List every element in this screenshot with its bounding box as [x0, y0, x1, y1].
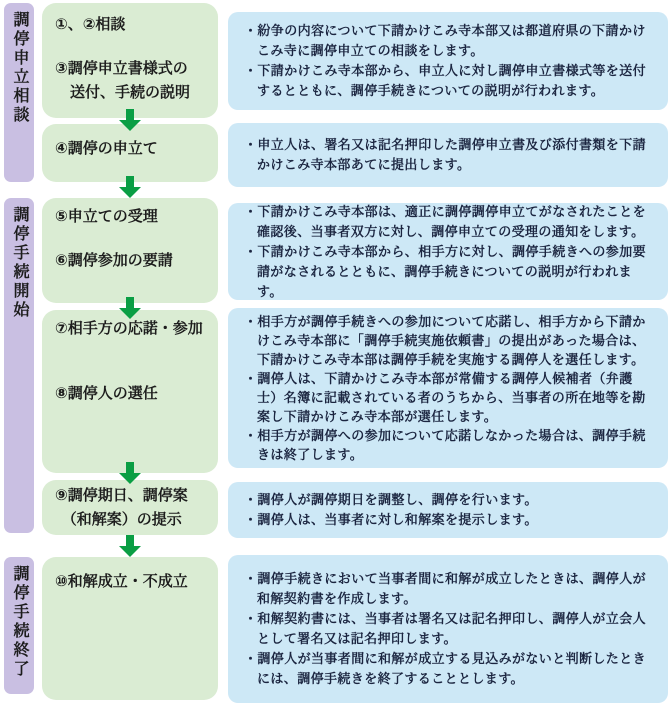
- detail-bullet: ・ 調停人は、下請かけこみ寺本部が常備する調停人候補者（弁護士）名簿に記載されている者のうちから、当事者の所在地等を勘案し下請かけこみ寺本部が選任します。: [244, 369, 652, 426]
- detail-box-consultation: [228, 12, 668, 110]
- step-line: 送付、手続の説明: [70, 84, 191, 101]
- detail-bullet: ・ 調停人が調停期日を調整し、調停を行います。: [244, 490, 652, 510]
- step-box-mediation-date-and-proposal: [42, 480, 218, 535]
- stage-label-text: 調停申立相談: [11, 11, 28, 125]
- step-line: （和解案）の提示: [61, 511, 182, 528]
- detail-bullet: ・ 相手方が調停への参加について応諾しなかった場合は、調停手続きは終了します。: [244, 426, 652, 464]
- down-arrow-icon: [119, 109, 141, 131]
- down-arrow-icon: [119, 535, 141, 557]
- down-arrow-icon: [119, 297, 141, 319]
- detail-box-mediation-date-and-proposal: [228, 482, 668, 538]
- step-line: ④調停の申立て: [55, 140, 158, 157]
- step-line: ⑨調停期日、調停案: [55, 487, 188, 504]
- detail-bullet: ・ 申立人は、署名又は記名押印した調停申立書及び添付書類を下請かけこみ寺本部あてに提出します。: [244, 135, 652, 175]
- detail-box-consent-and-mediator-appointment: [228, 308, 668, 468]
- stage-label-mediation-procedure-start: [4, 198, 34, 533]
- detail-bullet: ・ 下請かけこみ寺本部から、申立人に対し調停申立書様式等を送付するとともに、調停手続きについての説明が行われます。: [244, 61, 652, 101]
- step-line: ⑦相手方の応諾・参加: [55, 320, 203, 337]
- down-arrow-icon: [119, 176, 141, 198]
- step-box-acceptance-and-participation-request: [42, 198, 218, 303]
- detail-bullet: ・ 調停手続きにおいて当事者間に和解が成立したときは、調停人が和解契約書を作成します。: [244, 569, 652, 609]
- stage-label-text: 調停手続終了: [11, 565, 28, 679]
- detail-bullet: ・ 紛争の内容について下請かけこみ寺本部又は都道府県の下請かけこみ寺に調停申立ての相談をします。: [244, 21, 652, 61]
- detail-bullet: ・ 調停人が当事者間に和解が成立する見込みがないと判断したときには、調停手続きを終了することとします。: [244, 649, 652, 689]
- detail-box-settlement-result: [228, 555, 668, 703]
- detail-box-filing-application: [228, 123, 668, 187]
- step-box-settlement-result: [42, 557, 218, 700]
- step-box-consent-and-mediator-appointment: [42, 310, 218, 473]
- detail-bullet: ・ 下請かけこみ寺本部から、相手方に対し、調停手続きへの参加要請がなされるとともに、調停手続きについての説明が行われます。: [244, 242, 652, 302]
- stage-label-text: 調停手続開始: [11, 206, 28, 320]
- step-line: ③調停申立書様式の: [55, 60, 188, 77]
- step-box-filing-application: [42, 124, 218, 182]
- step-line: ⑤申立ての受理: [55, 208, 158, 225]
- step-line: ⑥調停参加の要請: [55, 252, 173, 269]
- down-arrow-icon: [119, 462, 141, 484]
- detail-box-acceptance-and-participation-request: [228, 203, 668, 300]
- detail-bullet: ・ 相手方が調停手続きへの参加について応諾し、相手方から下請かけこみ寺本部に「調停手続実施依頼書」の提出があった場合は、下請かけこみ寺本部は調停手続を実施する調停人を選任します。: [244, 312, 652, 369]
- detail-bullet: ・ 下請かけこみ寺本部は、適正に調停調停申立てがなされたことを確認後、当事者双方に対し、調停申立ての受理の通知をします。: [244, 202, 652, 242]
- stage-label-mediation-application-consultation: [4, 3, 34, 182]
- step-line: ⑧調停人の選任: [55, 385, 158, 402]
- step-line: ⑩和解成立・不成立: [55, 573, 188, 590]
- detail-bullet: ・ 調停人は、当事者に対し和解案を提示します。: [244, 510, 652, 530]
- step-box-consultation: [42, 3, 218, 118]
- detail-bullet: ・ 和解契約書には、当事者は署名又は記名押印し、調停人が立会人として署名又は記名押印します。: [244, 609, 652, 649]
- step-line: ①、②相談: [55, 16, 126, 33]
- stage-label-mediation-procedure-end: [4, 557, 34, 694]
